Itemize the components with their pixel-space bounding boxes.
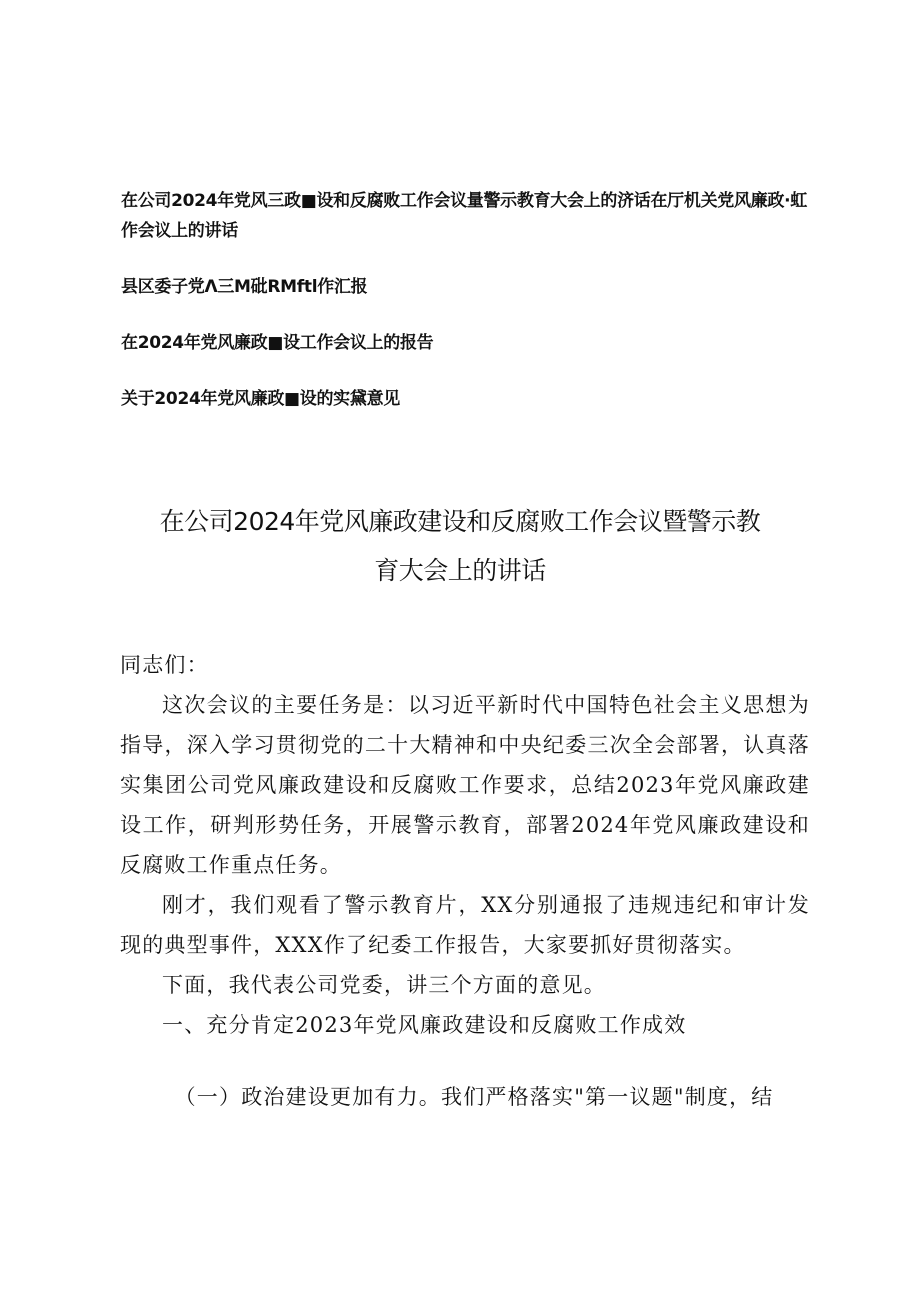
toc-item[interactable]: 关于2024年党风廉政■设的实黛意见 [121,389,400,409]
title-line-1: 在公司2024年党风廉政建设和反腐败工作会议暨警示教 [159,507,761,536]
section-heading: 一、充分肯定2023年党风廉政建设和反腐败工作成效 [162,1013,687,1037]
toc-item[interactable]: 县区委子党Λ三M砒RMftl作汇报 [121,277,368,297]
greeting: 同志们： [120,653,209,677]
paragraph: 下面，我代表公司党委，讲三个方面的意见。 [162,973,606,997]
paragraph: 这次会议的主要任务是：以习近平新时代中国特色社会主义思想为指导，深入学习贯彻党的二十大精神和中央纪委三次全会部署，认真落实集团公司党风廉政建设和反腐败工作要求，总结2023年党风廉政建设工作，研判形势任务，开展警示教育，部署2024年党风廉政建设和反腐败工作重点任务。 [120,693,810,877]
subsection-paragraph: （一）政治建设更加有力。我们严格落实"第一议题"制度，结 [174,1085,774,1109]
table-of-contents [121,186,811,440]
document-body [120,645,810,1117]
toc-item[interactable]: 在公司2024年党风三政■设和反腐败工作会议量警示教育大会上的济话在厅机关党风廉政·虹作会议上的讲话 [121,191,807,241]
title-line-2: 育大会上的讲话 [374,556,546,585]
document-title [120,497,800,595]
toc-item[interactable]: 在2024年党风廉政■设工作会议上的报告 [121,333,434,353]
paragraph: 刚才，我们观看了警示教育片，XX分别通报了违规违纪和审计发现的典型事件，XXX作了纪委工作报告，大家要抓好贯彻落实。 [120,893,810,957]
